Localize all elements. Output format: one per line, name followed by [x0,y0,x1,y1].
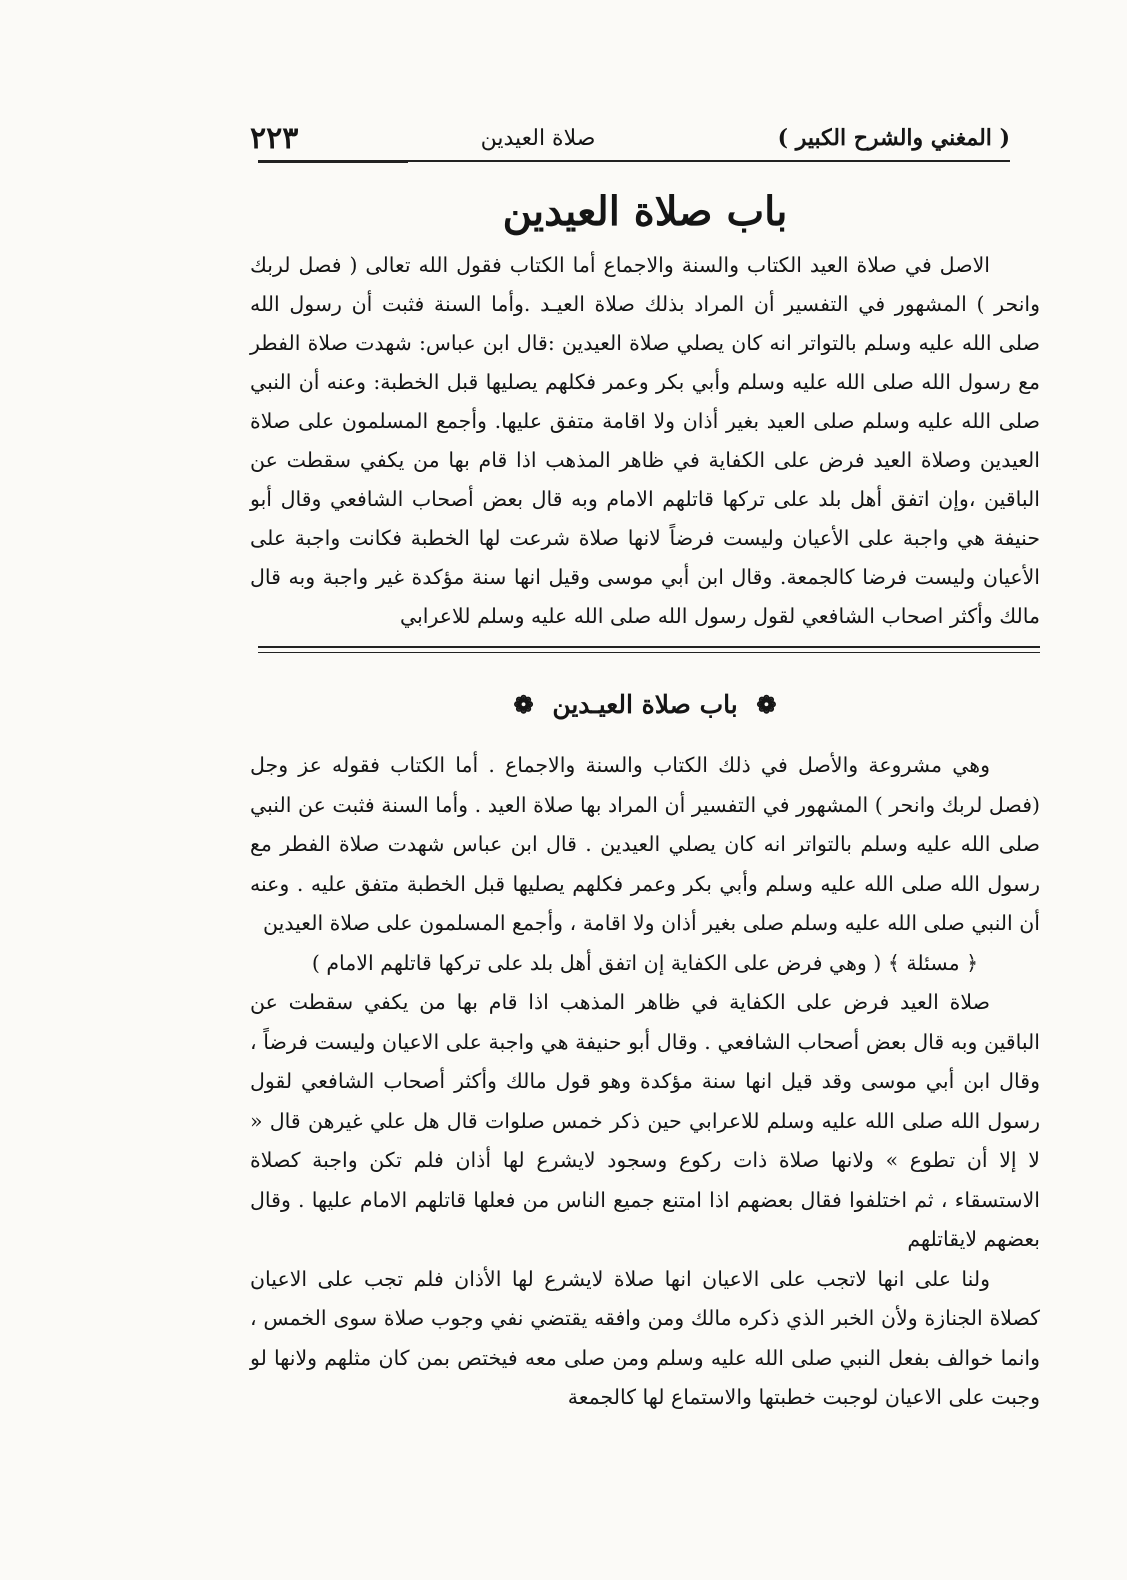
ornament-left-icon: ❁ [513,690,534,719]
upper-text-block [250,246,1040,636]
divider-rule-bottom [258,652,1040,653]
lower-paragraph-1: وهي مشروعة والأصل في ذلك الكتاب والسنة والاجماع . أما الكتاب فقوله عز وجل (فصل لربك وانحر ) المشهور في التفسير أن المراد بها صلاة العيد . وأما السنة فثبت عن النبي صلى الله عليه وسلم بالتواتر انه كان يصلي العيدين . قال ابن عباس شهدت صلاة الفطر مع رسول الله صلى الله عليه وسلم وأبي بكر وعمر فكلهم يصليها قبل الخطبة متفق عليه . وعنه أن النبي صلى الله عليه وسلم صلى بغير أذان ولا اقامة ، وأجمع المسلمون على صلاة العيدين [250,753,1040,935]
chapter-title: باب صلاة العيدين [502,188,788,235]
book-title: ( المغني والشرح الكبير ) [777,125,1010,151]
upper-paragraph: الاصل في صلاة العيد الكتاب والسنة والاجماع أما الكتاب فقول الله تعالى ( فصل لربك وانحر ) المشهور في التفسير أن المراد بذلك صلاة العيـد .وأما السنة فثبت أن رسول الله صلى الله عليه وسلم بالتواتر انه كان يصلي صلاة العيدين :قال ابن عباس: شهدت صلاة الفطر مع رسول الله صلى الله عليه وسلم وأبي بكر وعمر فكلهم يصليها قبل الخطبة: وعنه أن النبي صلى الله عليه وسلم صلى العيد بغير أذان ولا اقامة متفق عليها. وأجمع المسلمون على صلاة العيدين وصلاة العيد فرض على الكفاية في ظاهر المذهب اذا قام بها من يكفي سقطت عن الباقين ،وإن اتفق أهل بلد على تركها قاتلهم الامام وبه قال بعض أصحاب الشافعي وقال أبو حنيفة هي واجبة على الأعيان وليست فرضاً لانها صلاة شرعت لها الخطبة فكانت واجبة على الأعيان وليست فرضا كالجمعة. وقال ابن أبي موسى وقيل انها سنة مؤكدة غير واجبة وبه قال مالك وأكثر اصحاب الشافعي لقول رسول الله صلى الله عليه وسلم للاعرابي [250,253,1040,628]
masala-line: ﴿ مسئلة ﴾ ( وهي فرض على الكفاية إن اتفق أهل بلد على تركها قاتلهم الامام ) [311,950,979,975]
section-title: صلاة العيدين [480,125,596,151]
section-subtitle [250,690,1040,719]
divider-rule-top [258,646,1040,648]
ornament-right-icon: ❁ [756,690,777,719]
page-number: ٢٢٣ [250,120,299,156]
lower-paragraph-3: ولنا على انها لاتجب على الاعيان انها صلاة لايشرع لها الأذان فلم تجب على الاعيان كصلاة الجنازة ولأن الخبر الذي ذكره مالك ومن وافقه يقتضي نفي وجوب صلاة سوى الخمس ، وانما خوالف بفعل النبي صلى الله عليه وسلم ومن صلى معه فيختص بمن كان مثلهم ولانها لو وجبت على الاعيان لوجبت خطبتها والاستماع لها كالجمعة [250,1266,1040,1409]
lower-text-block [250,746,1040,1418]
subtitle-text: باب صلاة العيـدين [552,690,738,719]
header-rule-thick [258,160,408,163]
lower-paragraph-2: صلاة العيد فرض على الكفاية في ظاهر المذهب اذا قام بها من يكفي سقطت عن الباقين وبه قال بعض أصحاب الشافعي . وقال أبو حنيفة هي واجبة على الاعيان وليست فرضاً ، وقال ابن أبي موسى وقد قيل انها سنة مؤكدة وهو قول مالك وأكثر أصحاب الشافعي لقول رسول الله صلى الله عليه وسلم للاعرابي حين ذكر خمس صلوات قال هل علي غيرهن قال « لا إلا أن تطوع » ولانها صلاة ذات ركوع وسجود لايشرع لها أذان فلم تكن واجبة كصلاة الاستسقاء ، ثم اختلفوا فقال بعضهم اذا امتنع جميع الناس من فعلها قاتلهم الامام عليها . وقال بعضهم لايقاتلهم [250,990,1040,1251]
page-header [250,118,1010,158]
